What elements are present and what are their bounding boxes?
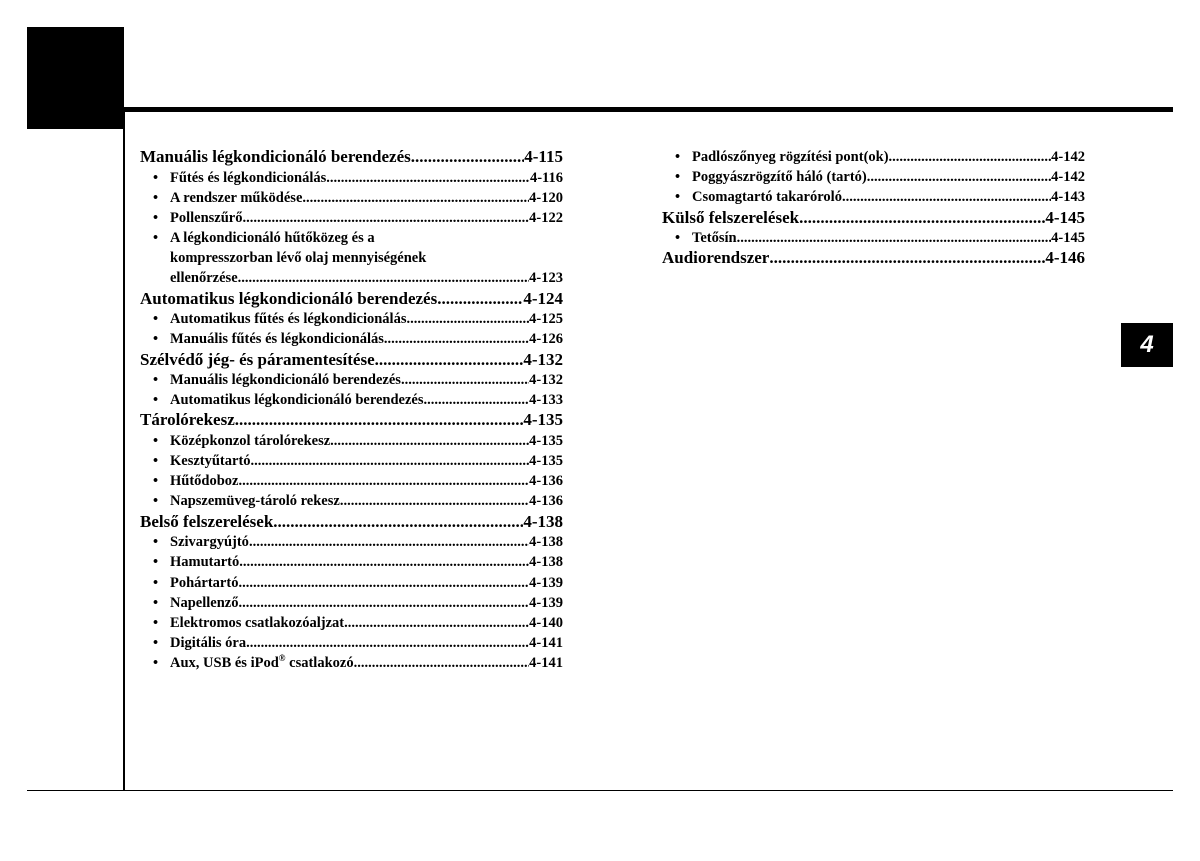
- toc-subsection-entry[interactable]: [140, 491, 563, 511]
- bullet-icon: •: [675, 189, 681, 206]
- dot-leader: [842, 187, 1051, 207]
- bullet-icon: •: [153, 574, 159, 591]
- dot-leader: [889, 147, 1052, 167]
- toc-subsection-entry[interactable]: [140, 653, 563, 673]
- dot-leader: [239, 552, 529, 572]
- toc-entry-title-text: Kesztyűtartó: [170, 453, 251, 470]
- toc-left-column: [140, 147, 563, 673]
- toc-entry-title: [170, 228, 375, 248]
- toc-page-number: 4-139: [529, 594, 563, 611]
- toc-entry-title-text: Padlószőnyeg rögzítési pont(ok): [692, 149, 889, 165]
- dot-leader: [424, 390, 530, 410]
- bullet-icon: •: [675, 149, 681, 165]
- toc-entry-title: [170, 168, 326, 188]
- toc-entry-title-text: Külső felszerelések: [662, 207, 800, 227]
- dot-leader: [406, 309, 529, 329]
- toc-page-number: 4-126: [529, 331, 563, 348]
- toc-subsection-entry[interactable]: [140, 228, 563, 248]
- dot-leader: [354, 653, 530, 673]
- toc-entry-title-text: Tetősín: [692, 230, 737, 247]
- toc-entry-title-text: Audiorendszer: [662, 248, 770, 268]
- toc-subsection-entry[interactable]: [662, 167, 1085, 187]
- toc-entry-title-text: Középkonzol tárolórekesz: [170, 432, 331, 449]
- dot-leader: [330, 431, 529, 451]
- toc-section-entry[interactable]: [140, 512, 563, 533]
- toc-page-number: 4-145: [1045, 207, 1085, 227]
- toc-entry-title: [170, 248, 426, 268]
- dot-leader: [246, 633, 529, 653]
- bullet-icon: •: [153, 635, 159, 652]
- toc-entry-title: [140, 350, 375, 371]
- toc-entry-title-text: Poggyászrögzítő háló (tartó): [692, 169, 867, 186]
- dot-leader: [251, 451, 530, 471]
- toc-page-number: 4-136: [529, 473, 563, 490]
- toc-entry-title: [140, 512, 273, 533]
- toc-page-number: 4-135: [529, 453, 563, 470]
- bullet-icon: •: [153, 372, 159, 388]
- toc-entry-title-text: Manuális légkondicionáló berendezés: [170, 372, 401, 388]
- toc-entry-title: [140, 410, 235, 431]
- toc-page-number: 4-145: [1051, 230, 1085, 247]
- toc-subsection-entry[interactable]: [662, 147, 1085, 167]
- toc-page-number: 4-146: [1045, 248, 1085, 268]
- dot-leader: [437, 289, 523, 310]
- toc-entry-title-text: Automatikus fűtés és légkondicionálás: [170, 311, 407, 328]
- toc-page-number: 4-125: [529, 311, 563, 328]
- dot-leader: [302, 188, 529, 208]
- chapter-corner-block: [27, 27, 124, 129]
- toc-page-number: 4-135: [523, 410, 563, 430]
- toc-page-number: 4-140: [529, 614, 563, 631]
- toc-entry-title-text: Tárolórekesz: [140, 410, 235, 430]
- toc-subsection-entry[interactable]: [140, 593, 563, 613]
- dot-leader: [273, 512, 523, 533]
- toc-entry-title-text: Aux, USB és iPod: [170, 655, 279, 672]
- toc-entry-title-text: Automatikus légkondicionáló berendezés: [140, 288, 438, 308]
- toc-section-entry[interactable]: [662, 248, 1085, 269]
- toc-entry-title-text: Automatikus légkondicionáló berendezés: [170, 392, 424, 409]
- toc-entry-title: [170, 329, 384, 349]
- chapter-tab: [1121, 323, 1173, 367]
- toc-subsection-entry[interactable]: [140, 248, 563, 268]
- toc-subsection-entry[interactable]: [140, 613, 563, 633]
- toc-entry-title: [662, 248, 769, 269]
- bullet-icon: •: [153, 594, 159, 611]
- left-margin-rule: [123, 112, 125, 791]
- toc-page-number: 4-120: [529, 189, 563, 206]
- toc-entry-title-text: Elektromos csatlakozóaljzat: [170, 614, 345, 631]
- toc-entry-title-text: ellenőrzése: [170, 270, 238, 287]
- bullet-icon: •: [153, 453, 159, 470]
- toc-entry-title-text: Belső felszerelések: [140, 511, 274, 531]
- toc-entry-title-text: Pohártartó: [170, 574, 239, 591]
- toc-entry-title: [170, 309, 406, 329]
- toc-entry-title: [170, 431, 330, 451]
- toc-page-number: 4-141: [529, 635, 563, 652]
- bullet-icon: •: [153, 209, 159, 226]
- toc-entry-title-suffix: csatlakozó: [285, 655, 354, 672]
- toc-subsection-entry[interactable]: [140, 309, 563, 329]
- toc-page-number: 4-132: [529, 372, 563, 388]
- toc-page-number: 4-132: [523, 349, 563, 369]
- dot-leader: [239, 471, 530, 491]
- dot-leader: [867, 167, 1051, 187]
- dot-leader: [799, 208, 1045, 229]
- dot-leader: [243, 208, 530, 228]
- toc-subsection-entry[interactable]: [140, 188, 563, 208]
- toc-section-entry[interactable]: [140, 147, 563, 168]
- toc-section-entry[interactable]: [140, 350, 563, 371]
- toc-entry-title-text: A légkondicionáló hűtőközeg és a: [170, 230, 375, 247]
- toc-entry-title-text: Manuális fűtés és légkondicionálás: [170, 331, 384, 348]
- dot-leader: [249, 532, 529, 552]
- toc-page-number: 4-142: [1051, 149, 1085, 165]
- toc-entry-title-text: Digitális óra: [170, 635, 247, 652]
- dot-leader: [769, 248, 1045, 269]
- toc-page-number: 4-124: [523, 288, 563, 308]
- toc-subsection-entry[interactable]: [140, 208, 563, 228]
- toc-page-number: 4-122: [529, 209, 563, 226]
- toc-entry-title: [170, 552, 239, 572]
- bullet-icon: •: [675, 230, 681, 247]
- dot-leader: [737, 228, 1052, 248]
- dot-leader: [326, 168, 530, 188]
- bullet-icon: •: [675, 169, 681, 186]
- toc-subsection-entry[interactable]: [140, 451, 563, 471]
- bullet-icon: •: [153, 392, 159, 409]
- toc-entry-title: [170, 573, 238, 593]
- dot-leader: [235, 410, 524, 431]
- toc-page-number: 4-115: [524, 147, 563, 166]
- footer-rule: [27, 790, 1173, 791]
- toc-page-number: 4-138: [529, 554, 563, 571]
- toc-subsection-entry[interactable]: [140, 532, 563, 552]
- toc-entry-title: [692, 228, 737, 248]
- bullet-icon: •: [153, 189, 159, 206]
- toc-entry-title-text: Szélvédő jég- és páramentesítése: [140, 349, 375, 369]
- toc-entry-title-text: Hűtődoboz: [170, 473, 239, 490]
- toc-subsection-entry[interactable]: [662, 228, 1085, 248]
- toc-entry-title-text: Napellenző: [170, 594, 239, 611]
- toc-page-number: 4-143: [1051, 189, 1085, 206]
- toc-entry-title: [140, 147, 411, 168]
- toc-entry-title: [692, 187, 842, 207]
- toc-entry-title: [692, 167, 867, 187]
- dot-leader: [344, 613, 529, 633]
- toc-section-entry[interactable]: [140, 289, 563, 310]
- dot-leader: [340, 491, 529, 511]
- toc-subsection-entry[interactable]: [662, 187, 1085, 207]
- toc-subsection-entry[interactable]: [140, 168, 563, 188]
- toc-entry-title: [170, 188, 302, 208]
- toc-page-number: 4-139: [529, 574, 563, 591]
- dot-leader: [238, 573, 529, 593]
- toc-page-number: 4-116: [529, 169, 563, 186]
- toc-entry-title: [170, 370, 401, 390]
- toc-entry-title: [170, 390, 424, 410]
- bullet-icon: •: [153, 473, 159, 490]
- toc-entry-title: [170, 593, 238, 613]
- toc-subsection-entry[interactable]: [140, 471, 563, 491]
- toc-entry-title-text: Manuális légkondicionáló berendezés: [140, 147, 411, 166]
- toc-subsection-entry[interactable]: [140, 370, 563, 390]
- toc-entry-title-text: Hamutartó: [170, 554, 240, 571]
- toc-page-number: 4-135: [529, 432, 563, 449]
- toc-subsection-entry[interactable]: [140, 633, 563, 653]
- bullet-icon: •: [153, 493, 159, 510]
- toc-entry-title: [662, 208, 799, 229]
- dot-leader: [401, 370, 529, 390]
- toc-entry-title: [692, 147, 889, 167]
- toc-entry-title: [170, 451, 251, 471]
- toc-section-entry[interactable]: [140, 410, 563, 431]
- dot-leader: [411, 147, 525, 168]
- toc-entry-title: [140, 289, 437, 310]
- bullet-icon: •: [153, 614, 159, 631]
- toc-entry-title: [170, 613, 344, 633]
- toc-entry-title: [170, 491, 340, 511]
- dot-leader: [238, 268, 530, 288]
- toc-subsection-entry[interactable]: [140, 390, 563, 410]
- toc-subsection-entry[interactable]: [140, 268, 563, 288]
- bullet-icon: •: [153, 655, 159, 672]
- bullet-icon: •: [153, 331, 159, 348]
- toc-entry-title: [170, 471, 239, 491]
- toc-subsection-entry[interactable]: [140, 552, 563, 572]
- toc-subsection-entry[interactable]: [140, 329, 563, 349]
- toc-entry-title-text: A rendszer működése: [170, 189, 303, 206]
- toc-entry-title-text: Napszemüveg-tároló rekesz: [170, 493, 340, 510]
- chapter-tab-number: 4: [1140, 331, 1154, 358]
- toc-page-number: 4-133: [529, 392, 563, 409]
- bullet-icon: •: [153, 432, 159, 449]
- toc-entry-title-text: Fűtés és légkondicionálás: [170, 169, 327, 186]
- toc-subsection-entry[interactable]: [140, 431, 563, 451]
- toc-entry-title: [170, 633, 246, 653]
- toc-entry-title-text: Pollenszűrő: [170, 209, 243, 226]
- bullet-icon: •: [153, 534, 159, 551]
- bullet-icon: •: [153, 554, 159, 571]
- toc-entry-title: [170, 532, 249, 552]
- toc-entry-title: [170, 208, 243, 228]
- toc-page-number: 4-141: [529, 655, 563, 672]
- toc-entry-title-text: kompresszorban lévő olaj mennyiségének: [170, 250, 427, 267]
- dot-leader: [375, 350, 524, 371]
- dot-leader: [238, 593, 529, 613]
- toc-subsection-entry[interactable]: [140, 573, 563, 593]
- toc-entry-title: [170, 653, 354, 673]
- toc-section-entry[interactable]: [662, 208, 1085, 229]
- toc-page-number: 4-123: [529, 270, 563, 287]
- bullet-icon: •: [153, 230, 159, 247]
- registered-mark: ®: [278, 653, 286, 664]
- toc-entry-title-text: Csomagtartó takaróroló: [692, 189, 842, 206]
- toc-page-number: 4-138: [529, 534, 563, 551]
- bullet-icon: •: [153, 311, 159, 328]
- dot-leader: [384, 329, 529, 349]
- toc-page-number: 4-136: [529, 493, 563, 510]
- header-rule: [124, 107, 1173, 112]
- toc-page-number: 4-138: [523, 511, 563, 531]
- toc-entry-title-text: Szivargyújtó: [170, 534, 249, 551]
- toc-right-column: [662, 147, 1085, 269]
- bullet-icon: •: [153, 169, 159, 186]
- toc-page-number: 4-142: [1051, 169, 1085, 186]
- toc-entry-title: [170, 268, 238, 288]
